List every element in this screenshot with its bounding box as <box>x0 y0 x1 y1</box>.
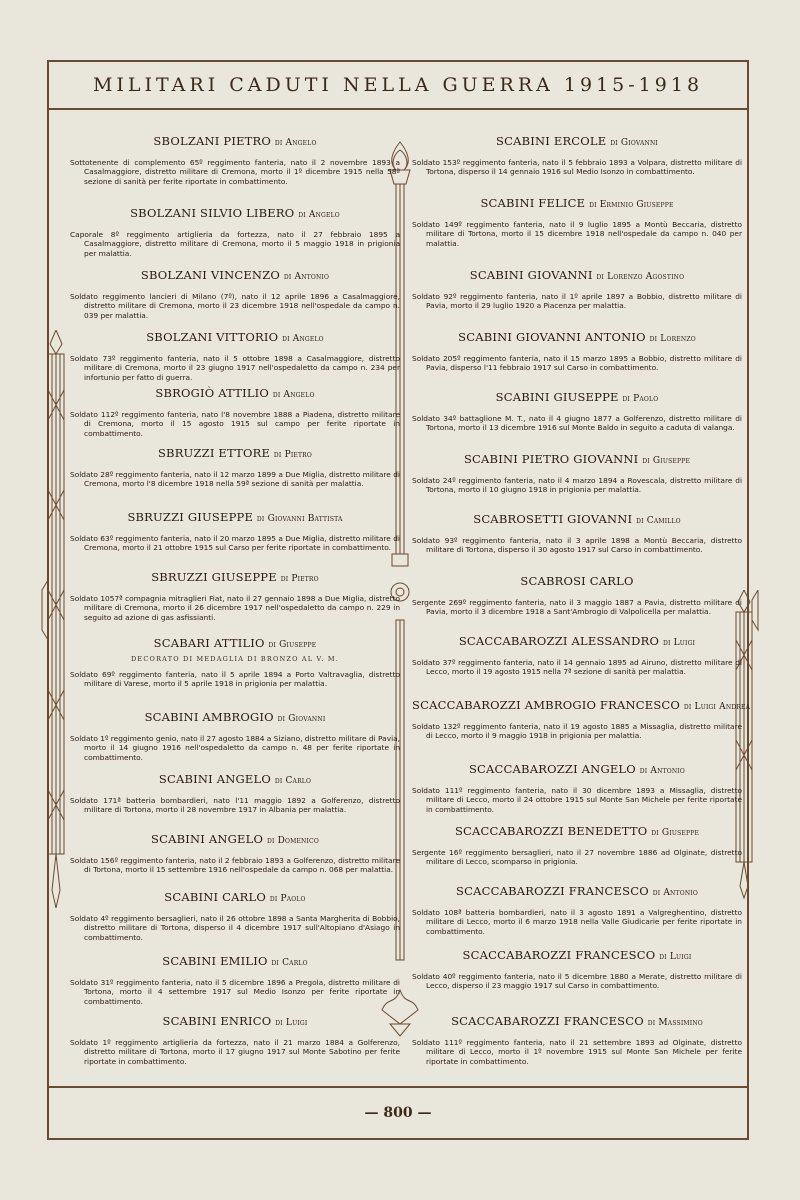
entry-description: Sergente 16º reggimento bersaglieri, nato il 27 novembre 1886 ad Olginate, distretto militare di Lecco, scomparso in prigionia. <box>412 848 742 867</box>
entry-name <box>70 636 400 650</box>
entry-description: Soldato 132º reggimento fanteria, nato il 19 agosto 1885 a Missaglia, distretto militare di Lecco, morto il 9 maggio 1918 in prigionia per malattia. <box>412 722 742 741</box>
soldier-name: SBOLZANI SILVIO LIBERO <box>130 206 295 220</box>
entry-description: Soldato 93º reggimento fanteria, nato il 3 aprile 1898 a Montù Beccaria, distretto militare di Tortona, disperso il 30 agosto 1917 sul Carso in combattimento. <box>412 536 742 555</box>
entry-name <box>70 206 400 220</box>
entry-description: Soldato 34º battaglione M. T., nato il 4 giugno 1877 a Golferenzo, distretto militare di Tortona, morto il 13 dicembre 1916 sul Monte Baldo in seguito a caduta di valanga. <box>412 414 742 433</box>
soldier-name: SCACCABAROZZI FRANCESCO <box>456 884 649 898</box>
soldier-name: SCABINI CARLO <box>164 890 266 904</box>
entry <box>412 948 742 991</box>
entry-name <box>70 890 400 904</box>
entry-name <box>70 510 400 524</box>
entry-name <box>412 698 751 712</box>
entry-description: Soldato 40º reggimento fanteria, nato il 5 dicembre 1880 a Merate, distretto militare di Lecco, disperso il 23 maggio 1917 sul Carso in combattimento. <box>412 972 742 991</box>
entry <box>70 510 400 553</box>
entry <box>70 1014 400 1066</box>
father-name: di Lorenzo <box>649 334 696 344</box>
entry <box>412 574 742 617</box>
entry <box>70 832 400 875</box>
entry-description: Soldato 156º reggimento fanteria, nato il 2 febbraio 1893 a Golferenzo, distretto militare di Tortona, morto il 15 settembre 1916 nell'ospedale da campo n. 068 per malattia. <box>70 856 400 875</box>
entry <box>70 710 400 762</box>
entry <box>412 452 742 495</box>
entry-name <box>412 330 742 344</box>
soldier-name: SBRUZZI GIUSEPPE <box>151 570 277 584</box>
father-name: di Luigi Andrea <box>683 702 751 712</box>
entry-description: Soldato 4º reggimento bersaglieri, nato il 26 ottobre 1898 a Santa Margherita di Bobbio, distretto militare di Tortona, disperso il 4 dicembre 1917 sull'Altopiano d'Asiago in combattimento. <box>70 914 400 942</box>
soldier-name: SCABINI ANGELO <box>158 772 271 786</box>
entry <box>70 772 400 815</box>
father-name: di Pietro <box>280 574 319 584</box>
entry <box>70 386 400 438</box>
page-number: — 800 — <box>49 1086 747 1138</box>
father-name: di Carlo <box>271 958 308 968</box>
entry-name <box>412 268 742 282</box>
entry <box>412 196 742 248</box>
entry-description: Caporale 8º reggimento artiglieria da fortezza, nato il 27 febbraio 1895 a Casalmaggiore, distretto militare di Cremona, morto il 5 maggio 1918 in prigionia per malattia. <box>70 230 400 258</box>
soldier-name: SCACCABAROZZI ANGELO <box>468 762 636 776</box>
soldier-name: SCABINI FELICE <box>480 196 586 210</box>
entry <box>412 762 742 814</box>
entry-name <box>412 634 742 648</box>
entry-description: Soldato 92º reggimento fanteria, nato il 1º aprile 1897 a Bobbio, distretto militare di Pavia, morto il 29 luglio 1920 a Piacenza per malattia. <box>412 292 742 311</box>
entry <box>412 330 742 373</box>
father-name: di Angelo <box>272 390 315 400</box>
soldier-name: SCACCABAROZZI FRANCESCO <box>462 948 656 962</box>
page-title: MILITARI CADUTI NELLA GUERRA 1915-1918 <box>49 62 747 110</box>
entry-name <box>412 762 742 776</box>
soldier-name: SCABINI ANGELO <box>151 832 264 846</box>
soldier-name: SCABINI GIOVANNI ANTONIO <box>458 330 646 344</box>
soldier-name: SBOLZANI VITTORIO <box>146 330 279 344</box>
entry-name <box>70 268 400 282</box>
entry-description: Soldato 73º reggimento fanteria, nato il 5 ottobre 1898 a Casalmaggiore, distretto militare di Cremona, morto il 23 giugno 1917 nell'ospedaletto da campo n. 234 per infortunio per fatto di guerra. <box>70 354 400 382</box>
father-name: di Lorenzo Agostino <box>596 272 685 282</box>
entry-description: Soldato 1057ª compagnia mitraglieri Fiat, nato il 27 gennaio 1898 a Due Miglia, distretto militare di Cremona, morto il 26 dicembre 1917 nell'ospedaletto da campo n. 229 in seguito ad azione di gas asfissianti. <box>70 594 400 622</box>
soldier-name: SCABARI ATTILIO <box>153 636 265 650</box>
soldier-name: SCACCABAROZZI AMBROGIO FRANCESCO <box>412 698 681 712</box>
entry-description: Soldato reggimento lancieri di Milano (7º), nato il 12 aprile 1896 a Casalmaggiore, distretto militare di Cremona, morto il 23 dicembre 1918 nell'ospedale da campo n. 039 per malattia. <box>70 292 400 320</box>
father-name: di Giovanni <box>277 714 326 724</box>
father-name: di Antonio <box>639 766 686 776</box>
father-name: di Antonio <box>283 272 330 282</box>
soldier-name: SCABINI EMILIO <box>162 954 268 968</box>
entry <box>412 268 742 311</box>
father-name: di Giuseppe <box>642 456 691 466</box>
entry-name <box>70 832 400 846</box>
father-name: di Antonio <box>652 888 698 898</box>
entry-name <box>70 954 400 968</box>
entry <box>412 390 742 433</box>
entry-name <box>70 1014 400 1028</box>
entry-name <box>412 134 742 148</box>
soldier-name: SCACCABAROZZI FRANCESCO <box>451 1014 644 1028</box>
entry-description: Soldato 37º reggimento fanteria, nato il 14 gennaio 1895 ad Airuno, distretto militare di Lecco, morto il 19 agosto 1915 nella 7ª sezione di sanità per malattia. <box>412 658 742 677</box>
entry-description: Soldato 108ª batteria bombardieri, nato il 3 agosto 1891 a Valgreghentino, distretto militare di Lecco, morto il 6 marzo 1918 nella Valle Giudicarie per ferite riportate in combattimento. <box>412 908 742 936</box>
entry-name <box>70 330 400 344</box>
entry-name <box>70 386 400 400</box>
entry <box>412 634 742 677</box>
entry-description: Soldato 1º reggimento genio, nato il 27 agosto 1884 a Siziano, distretto militare di Pavia, morto il 14 giugno 1916 nell'ospedaletto da campo n. 48 per ferite riportate in combattimento. <box>70 734 400 762</box>
father-name: di Pietro <box>273 450 313 460</box>
entry <box>412 1014 742 1066</box>
soldier-name: SCABINI PIETRO GIOVANNI <box>463 452 639 466</box>
entry <box>70 570 400 622</box>
soldier-name: SCABINI ERCOLE <box>496 134 607 148</box>
entry-name <box>412 196 742 210</box>
entry-description: Soldato 111º reggimento fanteria, nato il 21 settembre 1893 ad Olginate, distretto militare di Lecco, morto il 1º novembre 1915 sul Monte San Michele per ferite riportate in combattimento. <box>412 1038 742 1066</box>
entry <box>70 446 400 489</box>
soldier-name: SCABROSETTI GIOVANNI <box>473 512 633 526</box>
entry <box>70 954 400 1006</box>
entry <box>70 206 400 258</box>
entry-description: Soldato 24º reggimento fanteria, nato il 4 marzo 1894 a Rovescala, distretto militare di Tortona, morto il 10 giugno 1918 in prigionia per malattia. <box>412 476 742 495</box>
entry <box>70 134 400 186</box>
entry-description: Soldato 111º reggimento fanteria, nato il 30 dicembre 1893 a Missaglia, distretto militare di Lecco, morto il 24 ottobre 1915 sul Monte San Michele per ferite riportate in combattimento. <box>412 786 742 814</box>
father-name: di Erminio Giuseppe <box>589 200 674 210</box>
entry-name <box>70 772 400 786</box>
entry-name <box>412 452 742 466</box>
father-name: di Luigi <box>662 638 696 648</box>
entry-name <box>412 824 742 838</box>
entry-name <box>70 134 400 148</box>
father-name: di Massimino <box>647 1018 703 1028</box>
left-fasces-decoration <box>40 330 72 910</box>
entry-name <box>412 574 742 588</box>
entry <box>412 824 742 867</box>
entry <box>412 134 742 177</box>
entry-name <box>412 1014 742 1028</box>
entry-name <box>412 948 742 962</box>
entry-description: Sottotenente di complemento 65º reggimento fanteria, nato il 2 novembre 1893 a Casalmaggiore, distretto militare di Cremona, morto il 1º dicembre 1915 nella 58ª sezione di sanità per ferite riportate in combattimento. <box>70 158 400 186</box>
entry-description: Soldato 149º reggimento fanteria, nato il 9 luglio 1895 a Montù Beccaria, distretto militare di Tortona, morto il 15 dicembre 1918 nell'ospedale da campo n. 040 per malattia. <box>412 220 742 248</box>
father-name: di Angelo <box>298 210 340 220</box>
soldier-name: SBRUZZI GIUSEPPE <box>127 510 254 524</box>
entry-description: Soldato 1º reggimento artiglieria da fortezza, nato il 21 marzo 1884 a Golferenzo, distretto militare di Tortona, morto il 17 giugno 1917 sul Monte Sabotino per ferite riportate in combattimento. <box>70 1038 400 1066</box>
entry-name <box>412 884 742 898</box>
entry-description: Soldato 153º reggimento fanteria, nato il 5 febbraio 1893 a Volpara, distretto militare di Tortona, disperso il 14 gennaio 1916 sul Medio Isonzo in combattimento. <box>412 158 742 177</box>
soldier-name: SCABINI GIUSEPPE <box>495 390 619 404</box>
father-name: di Domenico <box>266 836 319 846</box>
entry-description: Soldato 205º reggimento fanteria, nato il 15 marzo 1895 a Bobbio, distretto militare di Pavia, disperso l'11 febbraio 1917 sul Carso in combattimento. <box>412 354 742 373</box>
entry-description: Sergente 269º reggimento fanteria, nato il 3 maggio 1887 a Pavia, distretto militare di Pavia, morto il 3 dicembre 1918 a Sant'Ambrogio di Valpolicella per malattia. <box>412 598 742 617</box>
entry <box>70 636 400 689</box>
father-name: di Camillo <box>636 516 681 526</box>
soldier-name: SBOLZANI VINCENZO <box>140 268 281 282</box>
soldier-name: SBRUZZI ETTORE <box>157 446 271 460</box>
entry-name <box>70 710 400 724</box>
entry-name <box>412 390 742 404</box>
entry <box>70 330 400 382</box>
soldier-name: SBROGIÒ ATTILIO <box>155 386 270 400</box>
soldier-name: SCABINI GIOVANNI <box>469 268 593 282</box>
father-name: di Paolo <box>622 394 659 404</box>
father-name: di Luigi <box>659 952 692 962</box>
soldier-name: SCACCABAROZZI BENEDETTO <box>454 824 648 838</box>
decoration-note: DECORATO DI MEDAGLIA DI BRONZO AL V. M. <box>131 655 339 663</box>
entry <box>412 698 751 741</box>
father-name: di Giovanni Battista <box>256 514 343 524</box>
entry <box>412 512 742 555</box>
father-name: di Giuseppe <box>651 828 700 838</box>
father-name: di Giuseppe <box>268 640 317 650</box>
father-name: di Paolo <box>269 894 306 904</box>
entry-description: Soldato 28º reggimento fanteria, nato il 12 marzo 1899 a Due Miglia, distretto militare di Cremona, morto l'8 dicembre 1918 nella 59ª sezione di sanità per malattia. <box>70 470 400 489</box>
entry-description: Soldato 31º reggimento fanteria, nato il 5 dicembre 1896 a Pregola, distretto militare di Tortona, morto il 4 settembre 1917 sul Medio Isonzo per ferite riportate in combattimento. <box>70 978 400 1006</box>
entry <box>412 884 742 936</box>
father-name: di Angelo <box>282 334 324 344</box>
entry-description: Soldato 171ª batteria bombardieri, nato l'11 maggio 1892 a Golferenzo, distretto militare di Tortona, morto il 28 novembre 1917 in Albania per malattia. <box>70 796 400 815</box>
soldier-name: SCABROSI CARLO <box>520 574 634 588</box>
father-name: di Angelo <box>274 138 317 148</box>
soldier-name: SCABINI AMBROGIO <box>144 710 274 724</box>
father-name: di Carlo <box>274 776 312 786</box>
father-name: di Giovanni <box>610 138 658 148</box>
entry <box>70 890 400 942</box>
entry-description: Soldato 112º reggimento fanteria, nato l'8 novembre 1888 a Piadena, distretto militare di Cremona, morto il 15 agosto 1915 sul campo per ferite riportate in combattimento. <box>70 410 400 438</box>
entry-name <box>70 446 400 460</box>
soldier-name: SCABINI ENRICO <box>162 1014 272 1028</box>
soldier-name: SBOLZANI PIETRO <box>153 134 272 148</box>
soldier-name: SCACCABAROZZI ALESSANDRO <box>458 634 660 648</box>
father-name: di Luigi <box>275 1018 308 1028</box>
entry-description: Soldato 69º reggimento fanteria, nato il 5 aprile 1894 a Porto Valtravaglia, distretto militare di Varese, morto il 5 aprile 1918 in prigionia per malattia. <box>70 670 400 689</box>
entry <box>70 268 400 320</box>
entry-description: Soldato 63º reggimento fanteria, nato il 20 marzo 1895 a Due Miglia, distretto militare di Cremona, morto il 21 ottobre 1915 sul Carso per ferite riportate in combattimento. <box>70 534 400 553</box>
entry-name <box>412 512 742 526</box>
entry-name <box>70 570 400 584</box>
